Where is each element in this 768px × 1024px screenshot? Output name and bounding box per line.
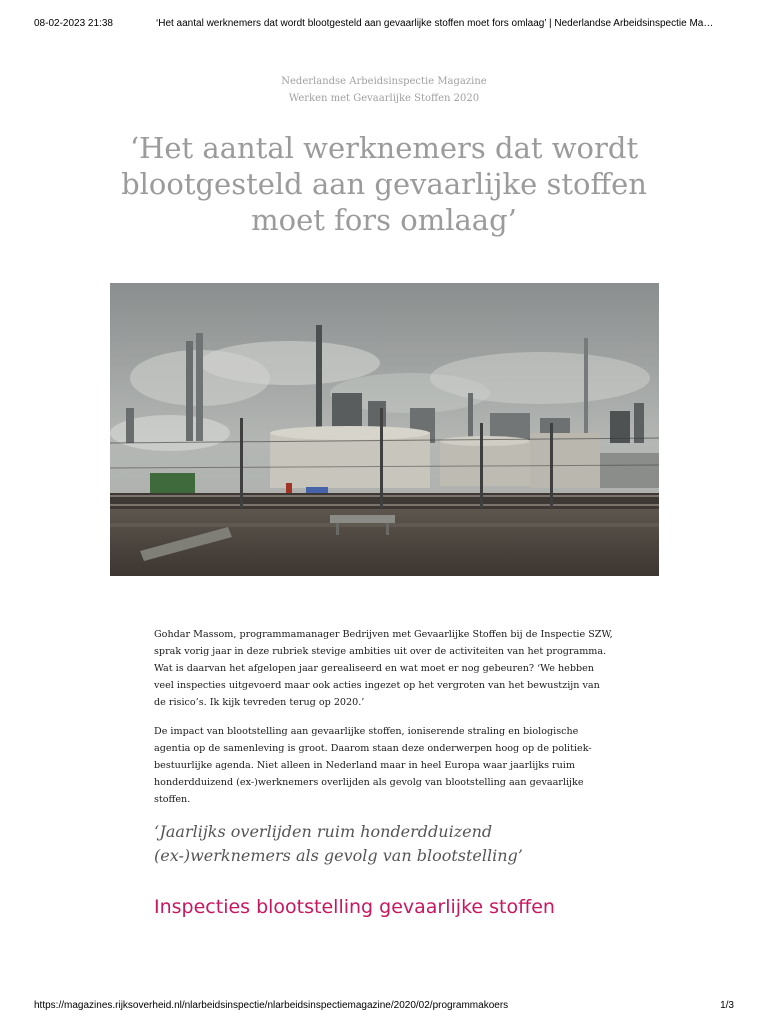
article-headline: ‘Het aantal werknemers dat wordt blootgesteld aan gevaarlijke stoffen moet fors omlaag’ bbox=[121, 131, 647, 237]
print-footer bbox=[0, 984, 768, 1024]
magazine-issue[interactable]: Werken met Gevaarlijke Stoffen 2020 bbox=[288, 93, 480, 104]
page-number: 1/3 bbox=[720, 1000, 734, 1011]
magazine-name[interactable]: Nederlandse Arbeidsinspectie Magazine bbox=[281, 76, 487, 87]
print-date: 08-02-2023 21:38 bbox=[34, 18, 113, 29]
section-heading: Inspecties blootstelling gevaarlijke stoffen bbox=[154, 896, 555, 918]
article-paragraph: Gohdar Massom, programmamanager Bedrijven met Gevaarlijke Stoffen bij de Inspectie SZW, sprak vorig jaar in deze rubriek stevige ambities uit over de activiteiten van het programma. Wat is daarvan het afgelopen jaar gerealiseerd en wat moet er nog gebeuren? ‘We hebben veel inspecties uitgevoerd maar ook acties ingezet op het vergroten van het bewustzijn van de risico’s. Ik kijk tevreden terug op 2020.’ bbox=[154, 629, 613, 708]
magazine-info bbox=[0, 73, 768, 107]
article-body bbox=[154, 626, 614, 920]
print-header bbox=[0, 0, 768, 36]
article-paragraph: De impact van blootstelling aan gevaarlijke stoffen, ioniserende straling en biologische agentia op de samenleving is groot. Daarom staan deze onderwerpen hoog op de politiek-bestuurlijke agenda. Niet alleen in Nederland maar in heel Europa waar jaarlijks ruim honderdduizend (ex-)werknemers overlijden als gevolg van blootstelling aan gevaarlijke stoffen. bbox=[154, 726, 592, 805]
print-url: https://magazines.rijksoverheid.nl/nlarbeidsinspectie/nlarbeidsinspectiemagazine/2020/02/programmakoers bbox=[34, 1000, 509, 1011]
pull-quote: ‘Jaarlijks overlijden ruim honderdduizend (ex-)werknemers als gevolg van blootstelling’ bbox=[154, 822, 523, 865]
hero-image bbox=[110, 283, 659, 576]
print-page-title: ‘Het aantal werknemers dat wordt blootgesteld aan gevaarlijke stoffen moet fors omlaag’ | Nederlandse Arbeidsinspectie Ma… bbox=[156, 18, 714, 29]
